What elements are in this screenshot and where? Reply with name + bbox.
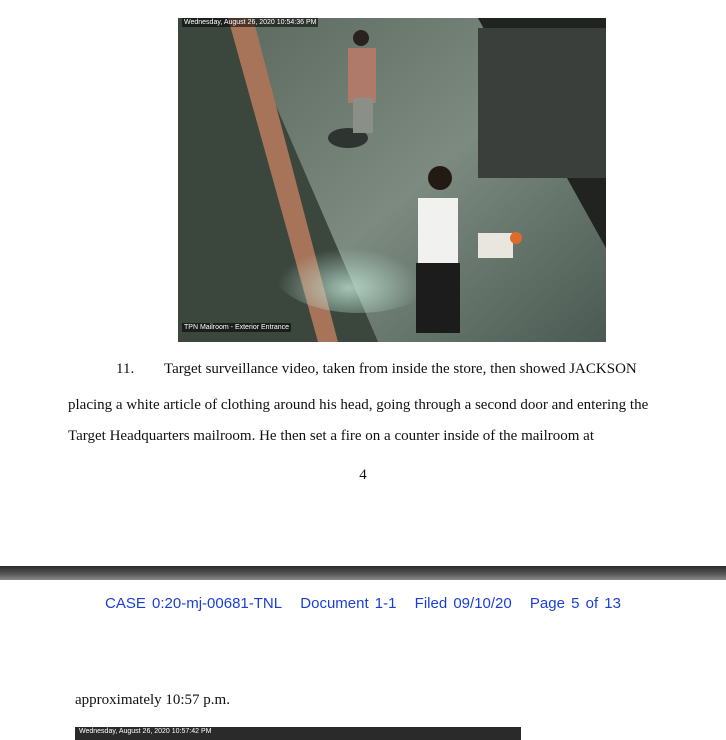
paragraph-11 xyxy=(68,354,668,384)
photo-caption: TPN Mailroom - Exterior Entrance xyxy=(184,324,290,331)
surveillance-photo-mailroom xyxy=(75,727,521,740)
page-number: 4 xyxy=(359,467,367,483)
paragraph-line-1: Target surveillance video, taken from inside the store, then showed JACKSON xyxy=(164,361,637,377)
case-number: CASE 0:20-mj-00681-TNL xyxy=(105,595,283,612)
page-of: Page 5 of 13 xyxy=(529,595,621,612)
surveillance-photo-exterior xyxy=(178,18,606,342)
document-number: Document 1-1 xyxy=(300,595,397,612)
photo-timestamp: Wednesday, August 26, 2020 10:54:36 PM xyxy=(184,19,317,26)
paragraph-number: 11. xyxy=(116,361,135,377)
filed-date: Filed 09/10/20 xyxy=(414,595,512,612)
paragraph-line-2: placing a white article of clothing around his head, going through a second door and entering the xyxy=(68,397,649,413)
filing-header-stamp xyxy=(0,595,726,612)
photo-timestamp: Wednesday, August 26, 2020 10:57:42 PM xyxy=(79,728,212,735)
continuation-text: approximately 10:57 p.m. xyxy=(75,692,230,708)
surveillance-scene xyxy=(178,18,606,342)
page-divider xyxy=(0,566,726,580)
paragraph-line-3: Target Headquarters mailroom. He then set a fire on a counter inside of the mailroom at xyxy=(68,428,594,444)
